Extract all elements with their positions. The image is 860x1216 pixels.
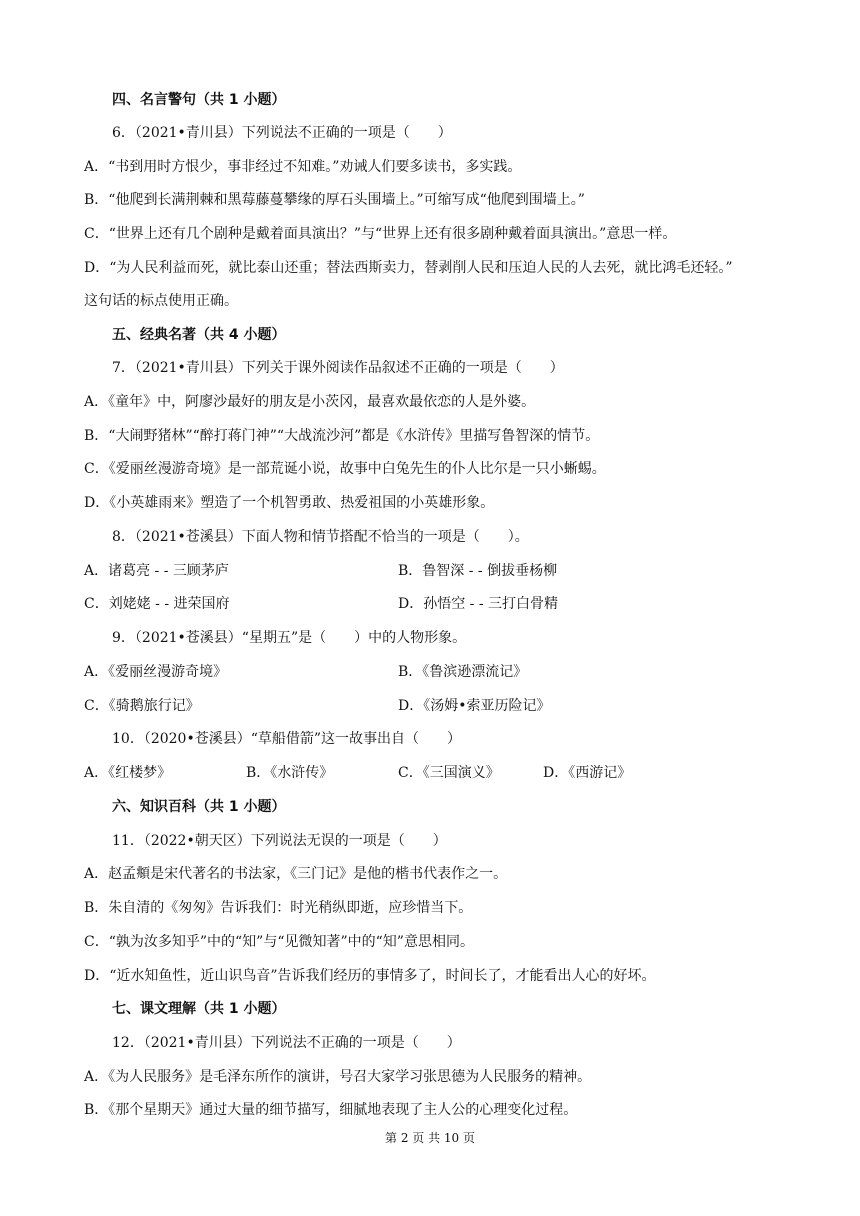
question-9-options-row-1 [84, 662, 800, 682]
question-11-option-c: C．“孰为汝多知乎”中的“知”与“见微知著”中的“知”意思相同。 [84, 934, 474, 950]
section-heading-6: 六、知识百科（共 1 小题） [112, 799, 286, 815]
question-6-option-b: B．“他爬到长满荆棘和黑莓藤蔓攀缘的厚石头围墙上。”可缩写成“他爬到围墙上。” [84, 192, 585, 208]
question-7-option-d: D．《小英雄雨来》塑造了一个机智勇敢、热爱祖国的小英雄形象。 [84, 495, 495, 511]
section-heading-4: 四、名言警句（共 1 小题） [112, 92, 286, 108]
question-6-option-c: C．“世界上还有几个剧种是戴着面具演出？”与“世界上还有很多剧种戴着面具演出。”意思一样。 [84, 226, 677, 242]
question-10-option-a: A．《红楼梦》 [84, 765, 172, 781]
section-heading-7: 七、课文理解（共 1 小题） [112, 1001, 286, 1017]
question-12-option-a: A．《为人民服务》是毛泽东所作的演讲，号召大家学习张思德为人民服务的精神。 [84, 1069, 592, 1085]
question-7-stem: 7．（2021•青川县）下列关于课外阅读作品叙述不正确的一项是（ ） [112, 360, 564, 376]
question-10-option-d: D．《西游记》 [543, 765, 632, 781]
question-9-option-a: A．《爱丽丝漫游奇境》 [84, 664, 228, 680]
question-9-option-d: D．《汤姆•索亚历险记》 [398, 698, 551, 714]
question-8-options-row-1 [84, 561, 800, 581]
question-8-options-row-2 [84, 594, 800, 614]
question-8-option-b: B．鲁智深 - - 倒拔垂杨柳 [398, 563, 558, 579]
question-10-option-b: B．《水浒传》 [246, 765, 334, 781]
question-6-option-d-continued: 这句话的标点使用正确。 [84, 293, 238, 309]
question-10-option-c: C．《三国演义》 [398, 765, 500, 781]
question-9-options-row-2 [84, 696, 800, 716]
question-7-option-b: B．“大闹野猪林”“醉打蒋门神”“大战流沙河”都是《水浒传》里描写鲁智深的情节。 [84, 428, 600, 444]
question-6-option-a: A．“书到用时方恨少，事非经过不知难。”劝诫人们要多读书，多实践。 [84, 159, 522, 175]
question-8-option-a: A．诸葛亮 - - 三顾茅庐 [84, 563, 229, 579]
question-9-option-b: B．《鲁滨逊漂流记》 [398, 664, 528, 680]
question-10-stem: 10．（2020•苍溪县）“草船借箭”这一故事出自（ ） [112, 731, 462, 747]
question-11-stem: 11．（2022•朝天区）下列说法无误的一项是（ ） [112, 833, 447, 849]
question-11-option-a: A．赵孟頫是宋代著名的书法家，《三门记》是他的楷书代表作之一。 [84, 866, 508, 882]
question-6-option-d: D．“为人民利益而死，就比泰山还重；替法西斯卖力，替剥削人民和压迫人民的人去死，就比鸿毛还轻。” [84, 260, 733, 276]
question-12-option-b: B．《那个星期天》通过大量的细节描写，细腻地表现了主人公的心理变化过程。 [84, 1102, 578, 1118]
page-number-footer: 第 2 页 共 10 页 [385, 1131, 475, 1145]
section-heading-5: 五、经典名著（共 4 小题） [112, 327, 286, 343]
question-11-option-b: B．朱自清的《匆匆》告诉我们：时光稍纵即逝，应珍惜当下。 [84, 900, 473, 916]
question-8-option-c: C．刘姥姥 - - 进荣国府 [84, 596, 230, 612]
question-11-option-d: D．“近水知鱼性，近山识鸟音”告诉我们经历的事情多了，时间长了，才能看出人心的好坏。 [84, 968, 656, 984]
question-9-option-c: C．《骑鹅旅行记》 [84, 698, 200, 714]
question-6-stem: 6．（2021•青川县）下列说法不正确的一项是（ ） [112, 125, 452, 141]
question-8-stem: 8．（2021•苍溪县）下面人物和情节搭配不恰当的一项是（ ）。 [112, 529, 529, 545]
question-9-stem: 9．（2021•苍溪县）“星期五”是（ ）中的人物形象。 [112, 630, 467, 646]
question-7-option-c: C．《爱丽丝漫游奇境》是一部荒诞小说，故事中白兔先生的仆人比尔是一只小蜥蜴。 [84, 461, 606, 477]
question-7-option-a: A．《童年》中，阿廖沙最好的朋友是小茨冈，最喜欢最依恋的人是外婆。 [84, 394, 536, 410]
question-12-stem: 12．（2021•青川县）下列说法不正确的一项是（ ） [112, 1035, 461, 1051]
question-8-option-d: D．孙悟空 - - 三打白骨精 [398, 596, 559, 612]
